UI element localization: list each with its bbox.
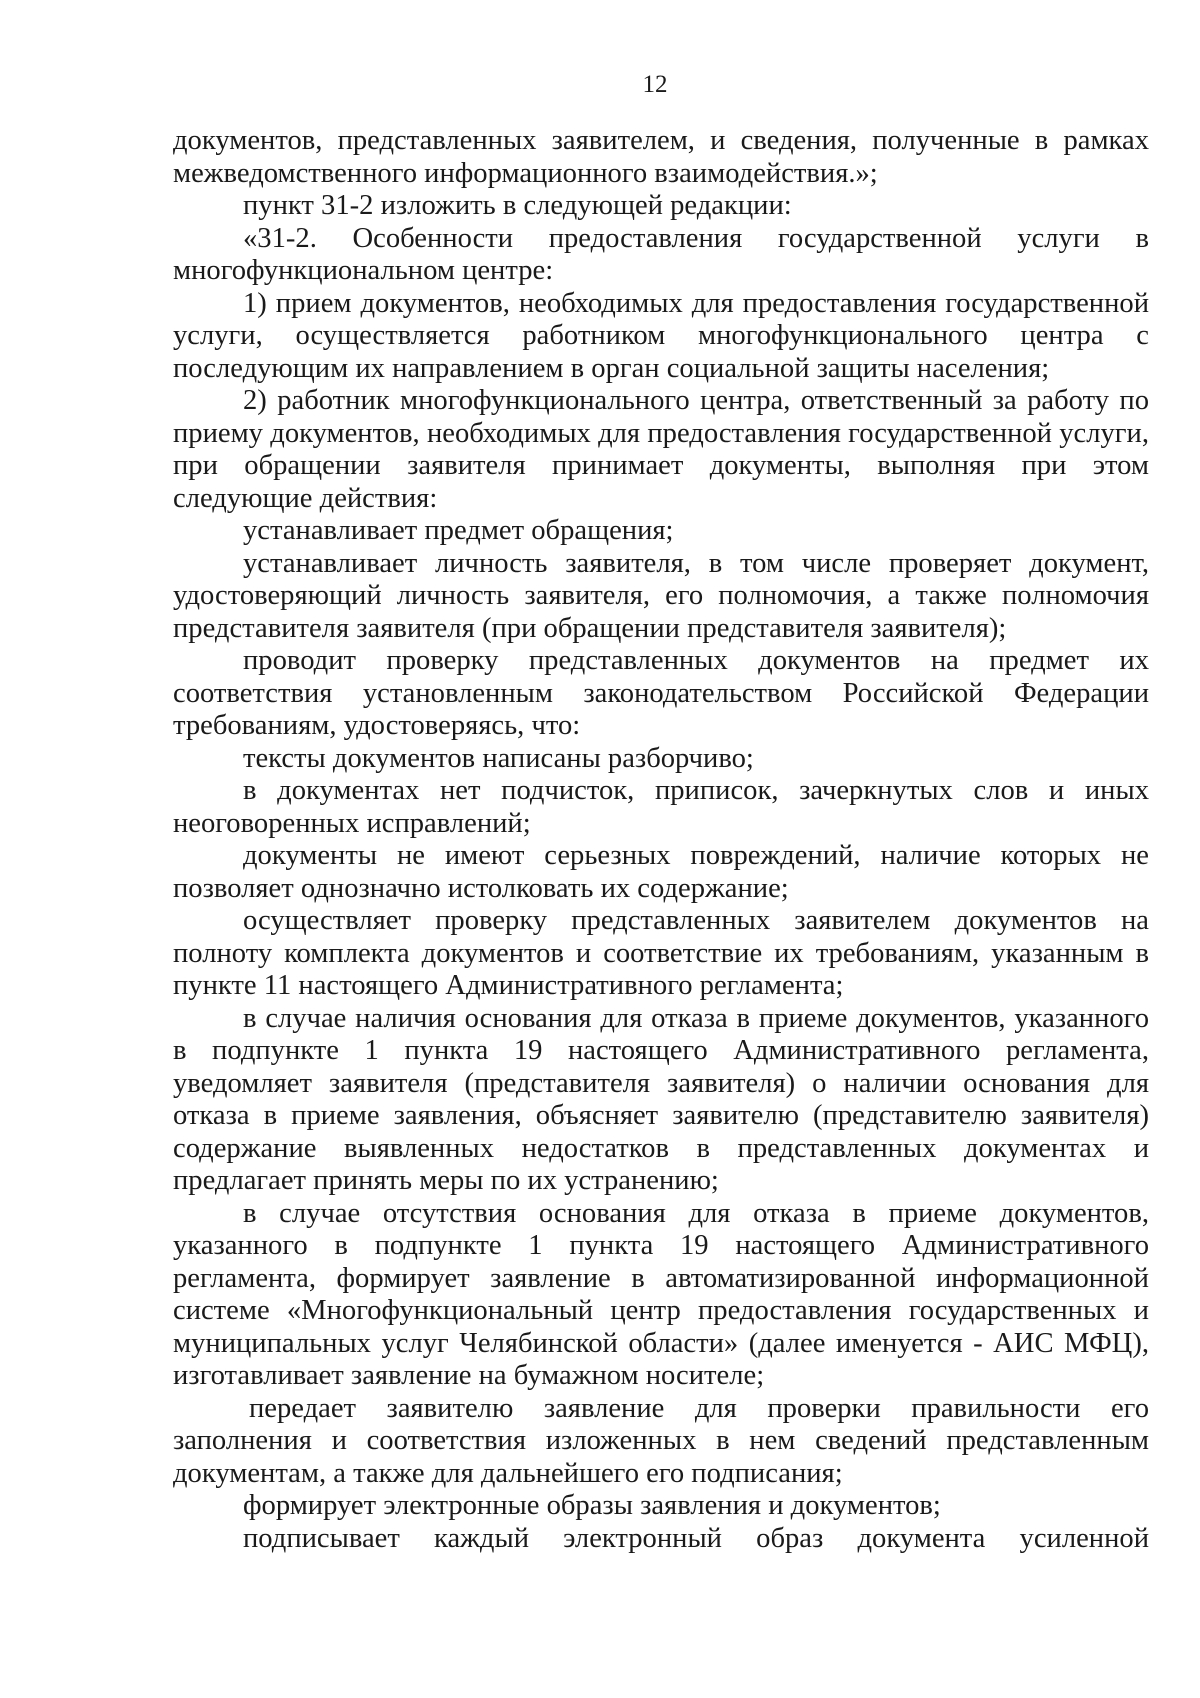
text-line: документам, а также для дальнейшего его подписания; <box>173 1457 843 1489</box>
text-line: полноту комплекта документов и соответствие их требованиям, указанным в <box>173 937 1149 969</box>
text-line: передает заявителю заявление для проверки правильности его <box>249 1392 1149 1424</box>
text-line: при обращении заявителя принимает документы, выполняя при этом <box>173 450 1149 481</box>
text-line: заполнения и соответствия изложенных в нем сведений представленным <box>173 1425 1149 1456</box>
text-line: отказа в приеме заявления, объясняет заявителю (представителю заявителя) <box>173 1100 1149 1131</box>
text-line: следующие действия: <box>173 482 438 514</box>
text-line: пункте 11 настоящего Административного регламента; <box>173 970 844 1001</box>
text-line: тексты документов написаны разборчиво; <box>243 742 754 774</box>
text-line: 2) работник многофункционального центра, ответственный за работу по <box>243 385 1149 416</box>
text-line: неоговоренных исправлений; <box>173 807 531 839</box>
text-line: услуги, осуществляется работником многофункционального центра с <box>173 320 1149 351</box>
text-line: в подпункте 1 пункта 19 настоящего Административного регламента, <box>173 1035 1149 1066</box>
text-line: указанного в подпункте 1 пункта 19 настоящего Административного <box>173 1230 1149 1261</box>
text-line: многофункциональном центре: <box>173 255 554 286</box>
text-line: уведомляет заявителя (представителя заявителя) о наличии основания для <box>173 1067 1149 1099</box>
text-line: позволяет однозначно истолковать их содержание; <box>173 872 789 904</box>
text-line: предлагает принять меры по их устранению; <box>173 1165 719 1196</box>
page-number: 12 <box>642 71 668 98</box>
text-line: в случае наличия основания для отказа в приеме документов, указанного <box>243 1002 1149 1034</box>
text-line: 1) прием документов, необходимых для предоставления государственной <box>243 287 1149 319</box>
text-line: пункт 31-2 изложить в следующей редакции: <box>243 190 792 221</box>
text-line: осуществляет проверку представленных заявителем документов на <box>243 905 1149 936</box>
text-line: представителя заявителя (при обращении представителя заявителя); <box>173 612 1007 644</box>
text-line: изготавливает заявление на бумажном носителе; <box>173 1360 765 1391</box>
text-line: системе «Многофункциональный центр предоставления государственных и <box>173 1295 1149 1326</box>
text-line: требованиям, удостоверяясь, что: <box>173 710 581 741</box>
text-line: формирует электронные образы заявления и документов; <box>243 1490 941 1521</box>
text-line: удостоверяющий личность заявителя, его полномочия, а также полномочия <box>173 580 1149 611</box>
text-line: документы не имеют серьезных повреждений, наличие которых не <box>243 840 1149 871</box>
text-line: устанавливает предмет обращения; <box>243 515 674 546</box>
text-line: «31-2. Особенности предоставления государственной услуги в <box>243 222 1149 254</box>
text-line: содержание выявленных недостатков в представленных документах и <box>173 1132 1149 1164</box>
text-line: устанавливает личность заявителя, в том числе проверяет документ, <box>243 547 1149 579</box>
text-line: проводит проверку представленных документов на предмет их <box>243 645 1149 676</box>
text-line: приему документов, необходимых для предоставления государственной услуги, <box>173 417 1149 449</box>
document-body <box>173 125 1149 1555</box>
text-line: регламента, формирует заявление в автоматизированной информационной <box>173 1262 1149 1294</box>
text-line: межведомственного информационного взаимодействия.»; <box>173 157 878 189</box>
text-line: документов, представленных заявителем, и сведения, полученные в рамках <box>173 125 1149 156</box>
text-line: подписывает каждый электронный образ документа усиленной <box>243 1522 1149 1554</box>
text-line: муниципальных услуг Челябинской области» (далее именуется - АИС МФЦ), <box>173 1327 1149 1359</box>
text-line: в случае отсутствия основания для отказа в приеме документов, <box>243 1197 1149 1229</box>
text-line: соответствия установленным законодательством Российской Федерации <box>173 677 1149 709</box>
text-line: в документах нет подчисток, приписок, зачеркнутых слов и иных <box>243 775 1149 806</box>
text-line: последующим их направлением в орган социальной защиты населения; <box>173 352 1050 384</box>
